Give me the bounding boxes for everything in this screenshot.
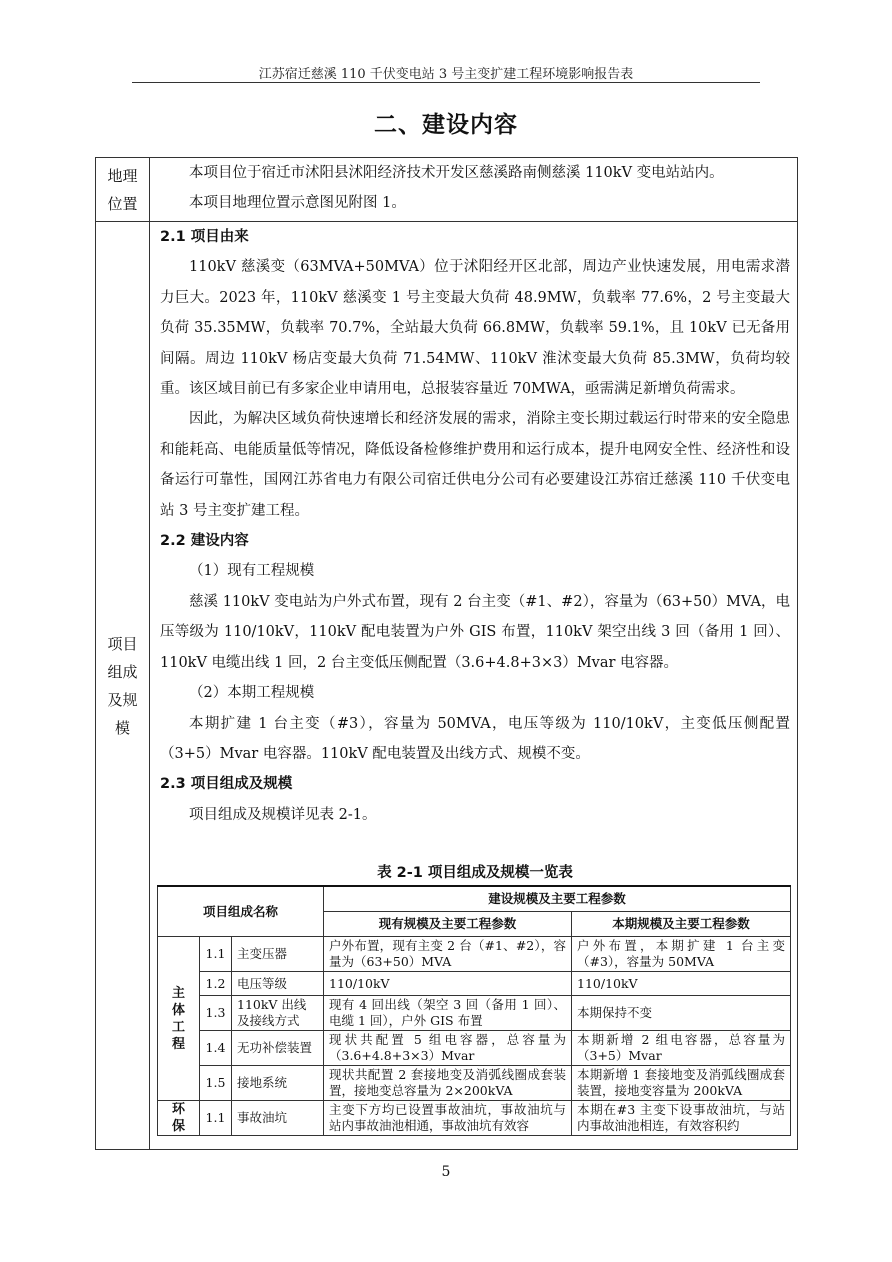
- running-header: 江苏宿迁慈溪 110 千伏变电站 3 号主变扩建工程环境影响报告表: [258, 67, 634, 82]
- section-2-3-paragraph-1: 项目组成及规模详见表 2-1。: [189, 806, 377, 823]
- row-existing: 现有 4 回出线（架空 3 回（备用 1 回）、电缆 1 回），户外 GIS 布置: [324, 996, 572, 1031]
- content-table: [95, 157, 798, 1150]
- category-env-label: 环保: [171, 1102, 185, 1134]
- location-paragraph-1: 本项目位于宿迁市沭阳县沭阳经济技术开发区慈溪路南侧慈溪 110kV 变电站站内。: [189, 165, 724, 181]
- table-row: [158, 1066, 791, 1101]
- project-composition-table: [157, 885, 791, 1136]
- header-current: 本期规模及主要工程参数: [572, 912, 791, 937]
- row-current: 户外布置，本期扩建 1 台主变（#3），容量为 50MVA: [572, 937, 791, 972]
- row-item: 接地系统: [232, 1066, 324, 1101]
- row-number: 1.5: [200, 1066, 232, 1101]
- row-item: 事故油坑: [232, 1101, 324, 1136]
- category-main-cell: [158, 937, 200, 1101]
- category-main-label: 主体工程: [171, 985, 185, 1052]
- row-existing: 现状共配置 2 套接地变及消弧线圈成套装置，接地变总容量为 2×200kVA: [324, 1066, 572, 1101]
- row-existing: 主变下方均已设置事故油坑，事故油坑与站内事故油池相通，事故油坑有效容: [324, 1101, 572, 1136]
- row-number: 1.4: [200, 1031, 232, 1066]
- row-number: 1.2: [200, 972, 232, 996]
- section-2-2-heading: 2.2 建设内容: [160, 533, 249, 550]
- row-number: 1.1: [200, 937, 232, 972]
- row-existing: 现状共配置 5 组电容器，总容量为（3.6+4.8+3×3）Mvar: [324, 1031, 572, 1066]
- row-item: 110kV 出线及接线方式: [232, 996, 324, 1031]
- location-label: 地理位置: [107, 166, 138, 213]
- table-header-row: [158, 886, 791, 912]
- location-content: [160, 158, 790, 218]
- row-item: 无功补偿装置: [232, 1031, 324, 1066]
- row-item: 主变压器: [232, 937, 324, 972]
- section-2-1-paragraph-1: 110kV 慈溪变（63MVA+50MVA）位于沭阳经开区北部，周边产业快速发展，用电需求潜力巨大。2023 年，110kV 慈溪变 1 号主变最大负荷 48.9MW，负载率 77.6%，2 号主变最大负荷 35.35MW，负载率 70.7%，全站最大负荷 66.8MW，负载率 59.1%，且 10kV 已无备用间隔。周边 110kV 杨店变最大负荷 71.54MW、110kV 淮沭变最大负荷 85.3MW，负荷均较重。该区域目前已有多家企业申请用电，总报装容量近 70MWA，亟需满足新增负荷需求。: [160, 259, 790, 398]
- row-number: 1.3: [200, 996, 232, 1031]
- section-2-2-subheading-2: （2）本期工程规模: [189, 685, 315, 702]
- category-env-cell: [158, 1101, 200, 1136]
- section-2-2-paragraph-1: 慈溪 110kV 变电站为户外式布置，现有 2 台主变（#1、#2），容量为（63+50）MVA，电压等级为 110/10kV，110kV 配电装置为户外 GIS 布置，110kV 架空出线 3 回（备用 1 回）、110kV 电缆出线 1 回，2 台主变低压侧配置（3.6+4.8+3×3）Mvar 电容器。: [160, 593, 790, 671]
- row-current: 本期新增 1 套接地变及消弧线圈成套装置，接地变容量为 200kVA: [572, 1066, 791, 1101]
- row-current: 110/10kV: [572, 972, 791, 996]
- page-title: 二、建设内容: [374, 112, 518, 138]
- header-existing: 现有规模及主要工程参数: [324, 912, 572, 937]
- row-existing: 110/10kV: [324, 972, 572, 996]
- table-row: [158, 972, 791, 996]
- table-row: [158, 1101, 791, 1136]
- table-caption: 表 2-1 项目组成及规模一览表: [377, 865, 573, 881]
- row-existing: 户外布置，现有主变 2 台（#1、#2），容量为（63+50）MVA: [324, 937, 572, 972]
- page-number: 5: [441, 1164, 451, 1180]
- row-current: 本期在#3 主变下设事故油坑，与站内事故油池相连，有效容积约: [572, 1101, 791, 1136]
- row-number: 1.1: [200, 1101, 232, 1136]
- header-project-name: 项目组成名称: [158, 886, 324, 937]
- row-current: 本期新增 2 组电容器，总容量为（3+5）Mvar: [572, 1031, 791, 1066]
- table-row: [158, 1031, 791, 1066]
- section-2-3-heading: 2.3 项目组成及规模: [160, 776, 293, 793]
- header-params-group: 建设规模及主要工程参数: [324, 886, 791, 912]
- composition-content: [160, 222, 790, 830]
- section-2-1-paragraph-2: 因此，为解决区域负荷快速增长和经济发展的需求，消除主变长期过载运行时带来的安全隐患和能耗高、电能质量低等情况，降低设备检修维护费用和运行成本，提升电网安全性、经济性和设备运行可靠性，国网江苏省电力有限公司宿迁供电分公司有必要建设江苏宿迁慈溪 110 千伏变电站 3 号主变扩建工程。: [160, 411, 790, 519]
- section-2-2-subheading-1: （1）现有工程规模: [189, 563, 315, 580]
- section-2-2-paragraph-2: 本期扩建 1 台主变（#3），容量为 50MVA，电压等级为 110/10kV，主变低压侧配置（3+5）Mvar 电容器。110kV 配电装置及出线方式、规模不变。: [160, 715, 790, 762]
- location-paragraph-2: 本项目地理位置示意图见附图 1。: [189, 195, 406, 211]
- header-rule: [132, 82, 760, 83]
- composition-label-cell: [96, 222, 150, 1149]
- table-row: [158, 937, 791, 972]
- table-row: [158, 996, 791, 1031]
- composition-label: 项目组成及规模: [107, 634, 138, 737]
- location-label-cell: [96, 158, 150, 221]
- section-2-1-heading: 2.1 项目由来: [160, 229, 249, 245]
- row-current: 本期保持不变: [572, 996, 791, 1031]
- row-item: 电压等级: [232, 972, 324, 996]
